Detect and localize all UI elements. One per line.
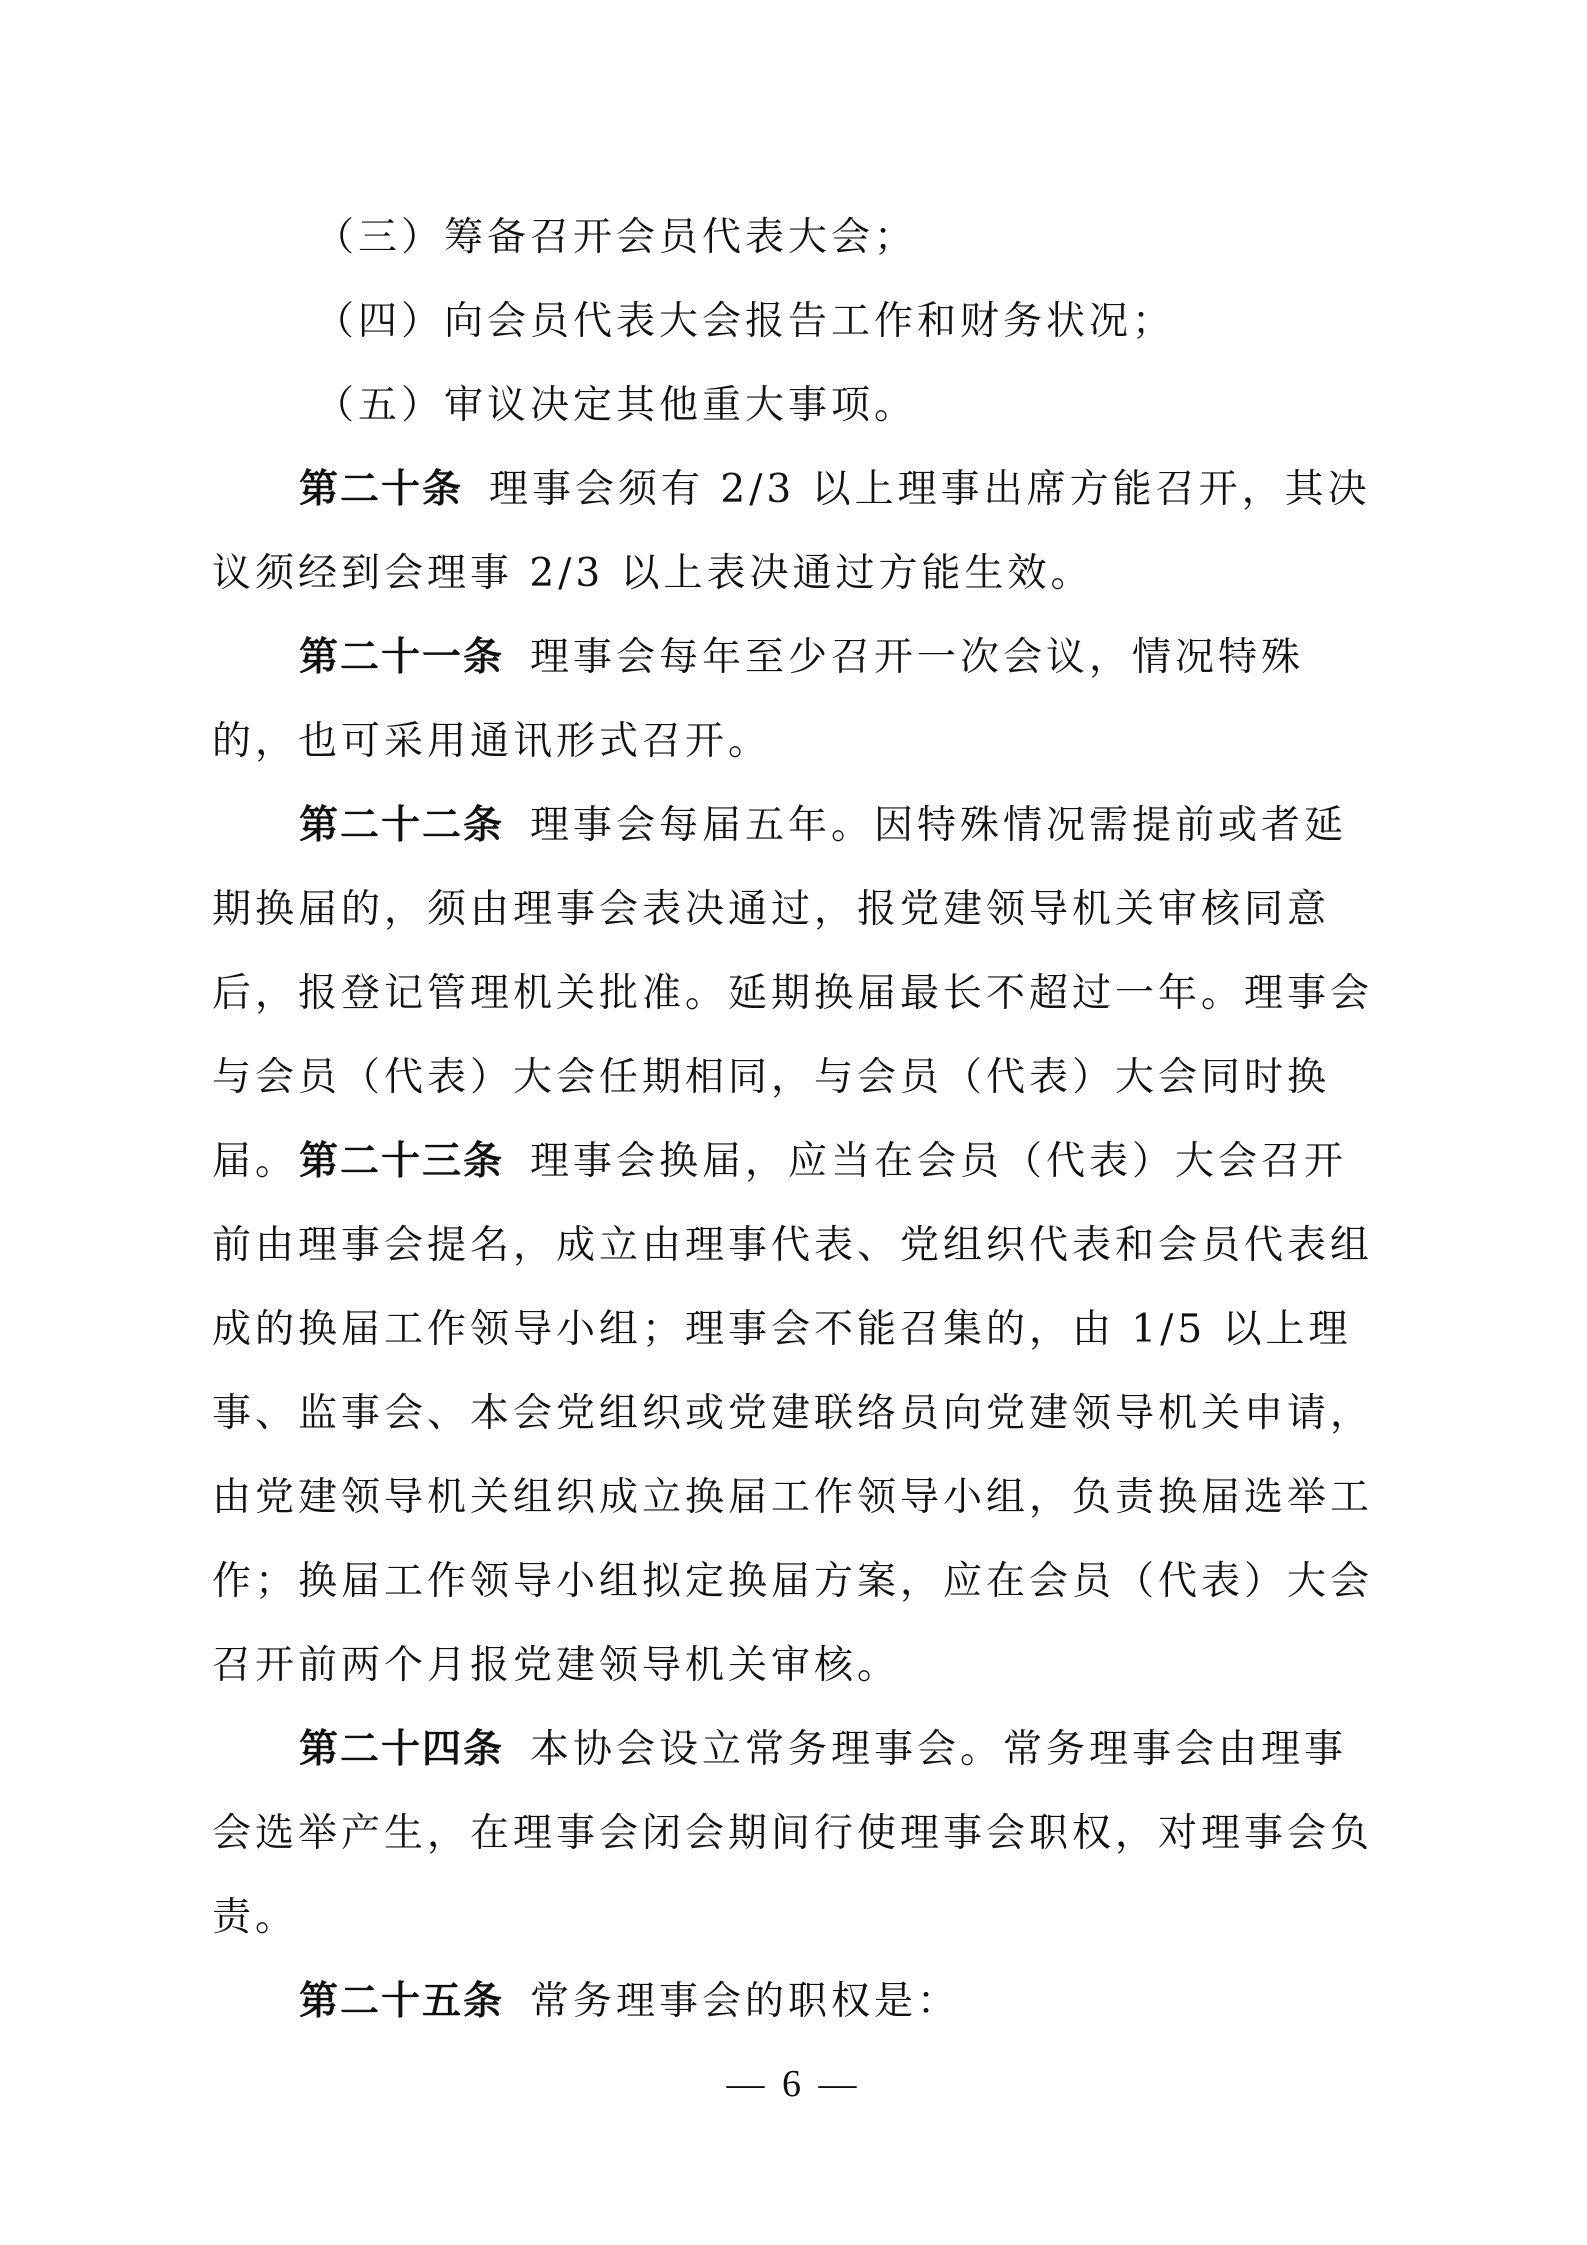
article-25 bbox=[212, 1960, 1375, 2044]
article-title: 第二十四条 bbox=[299, 1727, 505, 1772]
list-item bbox=[212, 280, 1375, 364]
item-text: （三）筹备召开会员代表大会； bbox=[315, 215, 918, 260]
article-text: 理事会须有 2/3 以上理事出席方能召开，其决议须经到会理事 2/3 以上表决通过方能生效。 bbox=[212, 467, 1371, 596]
article-text: 理事会每届五年。因特殊情况需提前或者延期换届的，须由理事会表决通过，报党建领导机关审核同意后，报登记管理机关批准。延期换届最长不超过一年。理事会与会员（代表）大会任期相同，与会员（代表）大会同时换届。 bbox=[212, 803, 1374, 1184]
article-title: 第二十二条 bbox=[299, 803, 505, 848]
list-item bbox=[212, 196, 1375, 280]
article-24 bbox=[212, 1708, 1375, 1960]
page-number: — 6 — bbox=[726, 2063, 861, 2105]
article-title: 第二十三条 bbox=[299, 1139, 505, 1184]
article-20 bbox=[212, 448, 1375, 616]
article-text: 理事会每年至少召开一次会议，情况特殊的，也可采用通讯形式召开。 bbox=[212, 635, 1305, 764]
article-23 bbox=[212, 1120, 1375, 1708]
item-text: （五）审议决定其他重大事项。 bbox=[315, 383, 918, 428]
article-title: 第二十一条 bbox=[299, 635, 505, 680]
article-title: 第二十五条 bbox=[299, 1979, 505, 2024]
article-text: 本协会设立常务理事会。常务理事会由理事会选举产生，在理事会闭会期间行使理事会职权，对理事会负责。 bbox=[212, 1727, 1374, 1940]
article-text: 常务理事会的职权是： bbox=[530, 1979, 961, 2024]
article-title: 第二十条 bbox=[299, 467, 464, 512]
item-text: （四）向会员代表大会报告工作和财务状况； bbox=[315, 299, 1176, 344]
article-text: 理事会换届，应当在会员（代表）大会召开前由理事会提名，成立由理事代表、党组织代表和会员代表组成的换届工作领导小组；理事会不能召集的，由 1/5 以上理事、监事会、本会党组织或党建联络员向党建领导机关申请，由党建领导机关组织成立换届工作领导小组，负责换届选举工作；换届工作领导小组拟定换届方案，应在会员（代表）大会召开前两个月报党建领导机关审核。 bbox=[212, 1139, 1374, 1688]
list-item bbox=[212, 364, 1375, 448]
article-21 bbox=[212, 616, 1375, 784]
